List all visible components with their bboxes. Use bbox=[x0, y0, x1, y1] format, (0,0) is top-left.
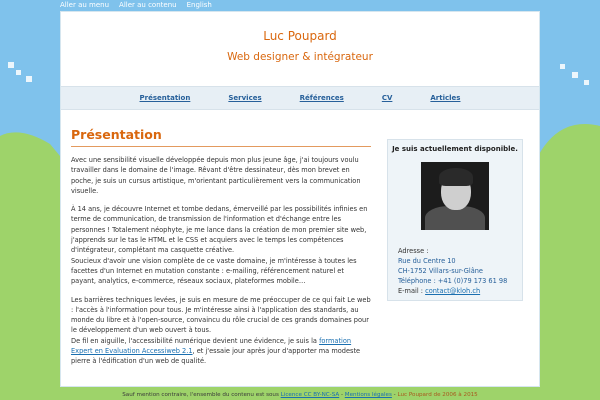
paragraph-text: De fil en aiguille, l'accessibilité numérique devient une évidence, je suis la bbox=[71, 336, 320, 345]
pixel-cloud bbox=[584, 80, 589, 85]
pixel-cloud bbox=[560, 64, 565, 69]
site-footer bbox=[0, 391, 600, 399]
language-english-link[interactable]: English bbox=[186, 1, 212, 9]
page-container bbox=[60, 11, 540, 387]
nav-item-presentation[interactable]: Présentation bbox=[139, 94, 191, 102]
pixel-cloud bbox=[26, 76, 32, 82]
license-link[interactable]: Licence CC BY-NC-SA bbox=[280, 392, 340, 398]
nav-item-articles[interactable]: Articles bbox=[430, 94, 461, 102]
profile-photo bbox=[421, 162, 489, 230]
paragraph-text: , et j'essaie jour après jour d'apporter ma modeste pierre à l'édification d'un web de qualité. bbox=[71, 347, 361, 366]
email-link[interactable]: contact@kloh.ch bbox=[425, 287, 481, 295]
address-city: CH-1752 Villars-sur-Glâne bbox=[398, 267, 483, 275]
nav-item-references[interactable]: Références bbox=[299, 94, 344, 102]
skip-to-content-link[interactable]: Aller au contenu bbox=[119, 1, 177, 9]
site-title[interactable]: Luc Poupard bbox=[263, 29, 337, 43]
site-subtitle: Web designer & intégrateur bbox=[227, 51, 373, 63]
paragraph-text: Les barrières techniques levées, je suis en mesure de me préoccuper de ce qui fait Le web : l'accès à l'information pour tous. Je m'intéresse ainsi à l'application des standards, au monde du libre et à l'open-source, convaincu du rôle crucial de ces grands domaines pour le développement d'un web ouvert à tous. bbox=[71, 295, 371, 335]
page-title: Présentation bbox=[71, 127, 162, 142]
footer-credit: Luc Poupard de 2006 à 2015 bbox=[397, 392, 478, 398]
footer-text: Sauf mention contraire, l'ensemble du contenu est sous bbox=[122, 392, 281, 398]
contact-sidebar bbox=[387, 139, 523, 301]
main-nav bbox=[61, 86, 539, 110]
address-label: Adresse : bbox=[398, 247, 429, 255]
skip-links bbox=[60, 0, 212, 11]
paragraph-text: Soucieux d'avoir une vision complète de ce vaste domaine, je m'intéresse à toutes les facettes d'un Internet en mutation constante : e-mailing, référencement naturel et payant, analytics, e-commerce, réseaux sociaux, plateformes mobile… bbox=[71, 256, 357, 286]
paragraph bbox=[71, 204, 371, 286]
site-header bbox=[61, 12, 539, 76]
contact-details bbox=[398, 246, 522, 296]
phone-number: Téléphone : +41 (0)79 173 61 98 bbox=[398, 277, 508, 285]
email-label: E-mail : bbox=[398, 287, 426, 295]
paragraph: Avec une sensibilité visuelle développée depuis mon plus jeune âge, j'ai toujours voulu travailler dans le domaine de l'image. Rêvant d'être dessinateur, dès mon brevet en poche, je suis un cursus artistique, m'orientant particulièrement vers la communication visuelle. bbox=[71, 156, 361, 195]
availability-status: Je suis actuellement disponible. bbox=[392, 145, 518, 153]
main-content bbox=[71, 127, 371, 375]
footer-separator: - bbox=[339, 392, 345, 398]
footer-separator: - bbox=[391, 392, 398, 398]
heading-divider bbox=[71, 146, 371, 147]
nav-item-services[interactable]: Services bbox=[228, 94, 262, 102]
email-row bbox=[398, 286, 522, 296]
paragraph bbox=[71, 295, 371, 367]
pixel-cloud bbox=[16, 70, 21, 75]
nav-item-cv[interactable]: CV bbox=[381, 94, 393, 102]
skip-to-menu-link[interactable]: Aller au menu bbox=[60, 1, 110, 9]
accessiweb-training-link[interactable]: formation Expert en Evaluation Accessiweb 2.1 bbox=[71, 336, 352, 356]
paragraph-text: À 14 ans, je découvre Internet et tombe dedans, émerveillé par les possibilités infinies en terme de communication, de transmission de l'information et d'échange entre les personnes ! Totalement néophyte, je me lance dans la création de mon premier site web, j'apprends sur le tas le HTML et le CSS et acquiers avec le temps les compétences d'intégrateur, complétant ma casquette créative. bbox=[71, 205, 368, 255]
pixel-cloud bbox=[572, 72, 578, 78]
address-street: Rue du Centre 10 bbox=[398, 257, 456, 265]
pixel-cloud bbox=[8, 62, 14, 68]
legal-notice-link[interactable]: Mentions légales bbox=[344, 392, 392, 398]
